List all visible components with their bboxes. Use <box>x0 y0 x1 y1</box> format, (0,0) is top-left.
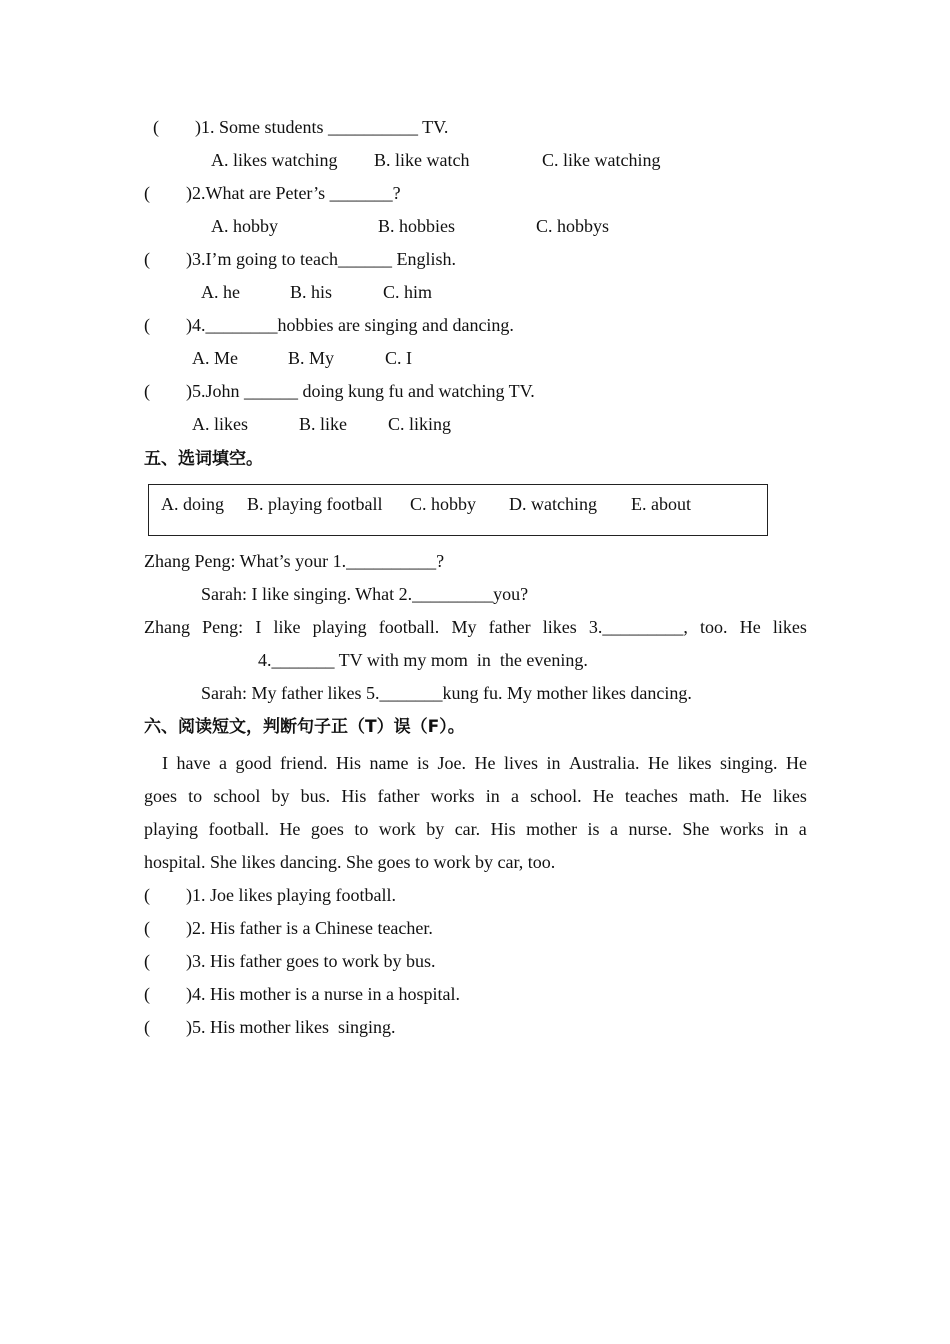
word: school <box>213 786 261 806</box>
word: teaches <box>624 786 678 806</box>
word: is <box>587 819 600 839</box>
passage-line-1 <box>162 752 807 774</box>
passage-line-2 <box>144 785 807 807</box>
dialogue-line-5: Sarah: My father likes 5._______kung fu. My mother likes dancing. <box>201 683 692 703</box>
word: too. <box>700 617 728 637</box>
question-3-option-c: C. him <box>383 282 433 302</box>
word: goes <box>144 786 177 806</box>
word-bank-item-d: D. watching <box>509 494 597 514</box>
word: He <box>592 786 614 806</box>
word: school. <box>530 786 582 806</box>
word-bank-item-e: E. about <box>631 494 691 514</box>
word: I <box>162 753 168 773</box>
question-1-option-c: C. like watching <box>542 150 661 170</box>
word-bank-item-c: C. hobby <box>410 494 477 514</box>
word: car. <box>454 819 481 839</box>
word: to <box>354 819 369 839</box>
word: in <box>774 819 789 839</box>
statement-1: ( )1. Joe likes playing football. <box>144 885 396 905</box>
dialogue-line-4: 4._______ TV with my mom in the evening. <box>258 650 588 670</box>
word: Peng: <box>202 617 244 637</box>
word: nurse. <box>628 819 672 839</box>
word: work <box>378 819 416 839</box>
question-2-stem: ( )2.What are Peter’s _______? <box>144 183 401 203</box>
question-2-option-c: C. hobbys <box>536 216 610 236</box>
word: like <box>273 617 301 637</box>
word: He <box>279 819 301 839</box>
question-2-option-b: B. hobbies <box>378 216 456 236</box>
word: He <box>647 753 669 773</box>
word: works <box>430 786 475 806</box>
word: a <box>510 786 519 806</box>
word: father <box>488 617 531 637</box>
word: in <box>485 786 500 806</box>
question-1-option-a: A. likes watching <box>211 150 338 170</box>
word: good <box>235 753 272 773</box>
word: My <box>451 617 477 637</box>
word: His <box>490 819 516 839</box>
word: a <box>610 819 619 839</box>
section-5-heading: 五、选词填空。 <box>144 449 263 469</box>
question-1-option-b: B. like watch <box>374 150 470 170</box>
word: Zhang <box>144 617 190 637</box>
question-5-option-c: C. liking <box>388 414 452 434</box>
question-4-stem: ( )4.________hobbies are singing and dancing. <box>144 315 514 335</box>
word: football. <box>208 819 269 839</box>
word: a <box>798 819 807 839</box>
word: mother <box>526 819 578 839</box>
word: have <box>176 753 211 773</box>
question-3-stem: ( )3.I’m going to teach______ English. <box>144 249 456 269</box>
statement-2: ( )2. His father is a Chinese teacher. <box>144 918 433 938</box>
word: I <box>255 617 262 637</box>
question-2-option-a: A. hobby <box>211 216 278 236</box>
word: lives <box>503 753 538 773</box>
word: likes <box>772 786 807 806</box>
statement-4: ( )4. His mother is a nurse in a hospital. <box>144 984 460 1004</box>
dialogue-line-3 <box>144 616 807 638</box>
word: football. <box>378 617 440 637</box>
word: goes <box>310 819 344 839</box>
word: 3._________, <box>588 617 688 637</box>
word: is <box>416 753 429 773</box>
statement-5: ( )5. His mother likes singing. <box>144 1017 396 1037</box>
dialogue-line-1: Zhang Peng: What’s your 1.__________? <box>144 551 445 571</box>
word-bank-item-a: A. doing <box>161 494 224 514</box>
word: by <box>426 819 445 839</box>
word: Joe. <box>437 753 466 773</box>
word: in <box>546 753 561 773</box>
word: friend. <box>279 753 328 773</box>
word: likes <box>542 617 577 637</box>
word: playing <box>144 819 198 839</box>
word: His <box>341 786 367 806</box>
word: playing <box>312 617 367 637</box>
word: He <box>786 753 807 773</box>
word: Australia. <box>569 753 640 773</box>
dialogue-line-2: Sarah: I like singing. What 2._________you? <box>201 584 529 604</box>
word: His <box>335 753 361 773</box>
question-4-option-c: C. I <box>385 348 412 368</box>
section-6-heading: 六、阅读短文，判断句子正（T）误（F）。 <box>144 717 465 737</box>
word: father <box>377 786 420 806</box>
word-bank-item-b: B. playing football <box>247 494 383 514</box>
word: likes <box>772 617 807 637</box>
question-5-option-b: B. like <box>299 414 347 434</box>
word: name <box>369 753 409 773</box>
word: He <box>740 786 762 806</box>
question-4-option-b: B. My <box>288 348 335 368</box>
passage-line-4: hospital. She likes dancing. She goes to work by car, too. <box>144 852 556 872</box>
word: to <box>188 786 203 806</box>
word: bus. <box>300 786 331 806</box>
word: works <box>719 819 764 839</box>
word: singing. <box>719 753 778 773</box>
word: He <box>474 753 496 773</box>
word: by <box>271 786 290 806</box>
question-5-stem: ( )5.John ______ doing kung fu and watching TV. <box>144 381 535 401</box>
word: a <box>218 753 227 773</box>
passage-line-3 <box>144 818 807 840</box>
word: He <box>739 617 761 637</box>
question-5-option-a: A. likes <box>192 414 248 434</box>
word: likes <box>677 753 712 773</box>
word: She <box>682 819 710 839</box>
question-1-stem: ( )1. Some students __________ TV. <box>153 117 449 137</box>
word: math. <box>689 786 730 806</box>
question-3-option-a: A. he <box>201 282 240 302</box>
statement-3: ( )3. His father goes to work by bus. <box>144 951 436 971</box>
question-3-option-b: B. his <box>290 282 333 302</box>
question-4-option-a: A. Me <box>192 348 238 368</box>
